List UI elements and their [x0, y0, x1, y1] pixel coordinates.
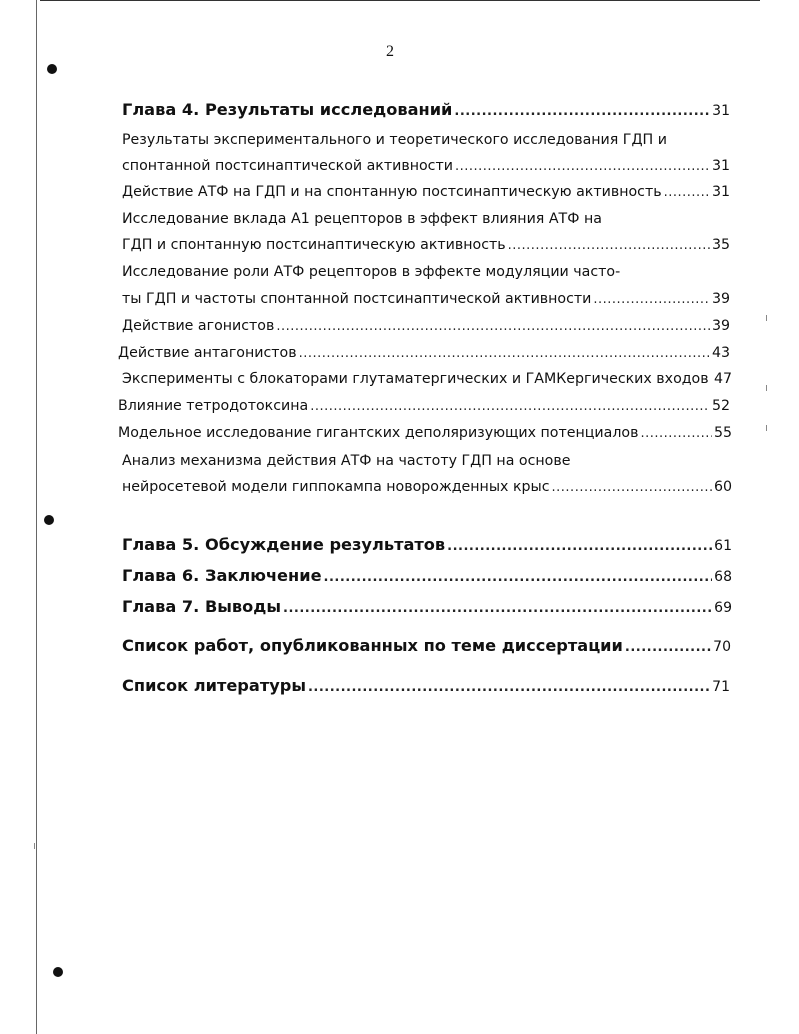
page-ref: 35: [711, 237, 730, 253]
dot-leader: [283, 601, 712, 616]
entry-title: Действие антагонистов: [118, 345, 297, 361]
chapter-title: Глава 4. Результаты исследований: [122, 100, 453, 119]
page-ref: 55: [713, 425, 732, 441]
dot-leader: [508, 238, 710, 253]
page-ref: 61: [714, 538, 732, 554]
dot-leader: [625, 640, 711, 655]
entry-title: Действие агонистов: [122, 318, 275, 334]
dot-leader: [640, 426, 711, 441]
dot-leader: [299, 346, 710, 361]
section-title: Список литературы: [122, 676, 306, 695]
toc-entry-chapter-4: [122, 100, 730, 119]
entry-title: ГДП и спонтанную постсинаптическую активность: [122, 237, 506, 253]
dot-leader: [454, 104, 710, 119]
page-ref: 71: [712, 679, 730, 695]
dot-leader: [711, 372, 712, 387]
toc-entry-chapter-7: [122, 597, 732, 616]
page-ref: 31: [711, 184, 730, 200]
dot-leader: [308, 680, 710, 695]
toc-entry: [122, 318, 730, 334]
toc-entry: [118, 425, 732, 441]
entry-title: спонтанной постсинаптической активности: [122, 158, 453, 174]
page-ref: 69: [714, 600, 732, 616]
entry-title: Действие АТФ на ГДП и на спонтанную постсинаптическую активность: [122, 184, 662, 200]
page-number: 2: [386, 43, 394, 60]
page-ref: 70: [713, 639, 731, 655]
section-title: Список работ, опубликованных по теме диссертации: [122, 636, 623, 655]
page-ref: 39: [711, 318, 730, 334]
dot-leader: [447, 539, 712, 554]
page-ref: 52: [711, 398, 730, 414]
page-ref: 60: [713, 479, 732, 495]
dot-leader: [593, 292, 710, 307]
dot-leader: [552, 480, 712, 495]
toc-entry: [122, 291, 730, 307]
entry-title: Модельное исследование гигантских деполяризующих потенциалов: [118, 425, 639, 441]
toc-entry: [122, 371, 732, 387]
page-ref: 31: [712, 103, 730, 119]
toc-entry: [122, 184, 730, 200]
dot-leader: [455, 159, 710, 174]
toc-entry-line: Исследование роли АТФ рецепторов в эффекте модуляции часто-: [122, 264, 621, 280]
toc-entry: [118, 398, 730, 414]
page-ref: 39: [711, 291, 730, 307]
toc-entry-chapter-5: [122, 535, 732, 554]
toc-entry-references: [122, 676, 730, 695]
toc-entry-chapter-6: [122, 566, 732, 585]
toc-entry: [122, 479, 732, 495]
toc-entry-publications: [122, 636, 731, 655]
toc-entry: [122, 158, 730, 174]
entry-title: Влияние тетродотоксина: [118, 398, 309, 414]
toc-entry-line: Анализ механизма действия АТФ на частоту ГДП на основе: [122, 453, 571, 469]
chapter-title: Глава 5. Обсуждение результатов: [122, 535, 446, 554]
entry-title: нейросетевой модели гиппокампа новорожденных крыс: [122, 479, 550, 495]
page-ref: 47: [713, 371, 732, 387]
toc-entry-line: Результаты экспериментального и теоретического исследования ГДП и: [122, 132, 667, 148]
page-ref: 43: [711, 345, 730, 361]
page-ref: 68: [714, 569, 732, 585]
dot-leader: [664, 185, 710, 200]
dot-leader: [276, 319, 710, 334]
dot-leader: [324, 570, 713, 585]
dot-leader: [310, 399, 710, 414]
entry-title: ты ГДП и частоты спонтанной постсинаптической активности: [122, 291, 592, 307]
toc-entry-line: Исследование вклада А1 рецепторов в эффект влияния АТФ на: [122, 211, 602, 227]
toc-entry: [118, 345, 730, 361]
page-ref: 31: [711, 158, 730, 174]
toc-entry: [122, 237, 730, 253]
chapter-title: Глава 6. Заключение: [122, 566, 322, 585]
chapter-title: Глава 7. Выводы: [122, 597, 281, 616]
entry-title: Эксперименты с блокаторами глутаматергических и ГАМКергических входов: [122, 371, 709, 387]
